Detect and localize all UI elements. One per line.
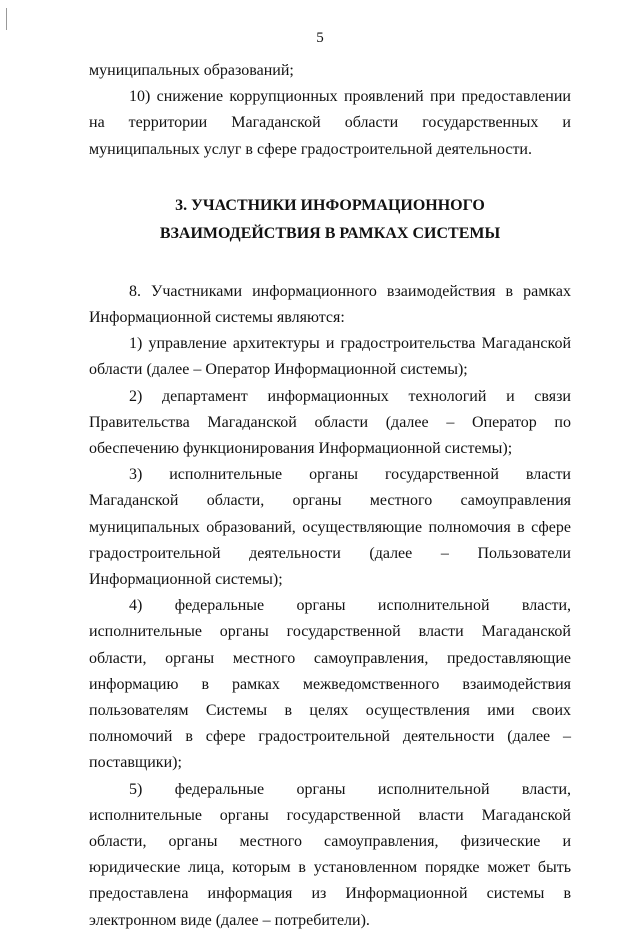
list-item-4: 4) федеральные органы исполнительной власти, исполнительные органы государственной власти Магаданской области, органы местного самоуправления, предоставляющие информацию в рамках межведомственного взаимодействия пользователям Системы в целях осуществления ими своих полномочий в сфере градостроительной деятельности (далее – поставщики); (89, 597, 571, 772)
section-heading-line2: ВЗАИМОДЕЙСТВИЯ В РАМКАХ СИСТЕМЫ (159, 224, 501, 242)
list-item-10: 10) снижение коррупционных проявлений при предоставлении на территории Магаданской области государственных и муниципальных услуг в сфере градостроительной деятельности. (89, 88, 571, 158)
document-body (89, 58, 571, 934)
list-item-3: 3) исполнительные органы государственной власти Магаданской области, органы местного самоуправления муниципальных образований, осуществляющие полномочия в сфере градостроительной деятельности (далее – Пользователи Информационной системы); (89, 466, 571, 589)
section-heading-line1: 3. УЧАСТНИКИ ИНФОРМАЦИОННОГО (175, 196, 485, 214)
list-item-1: 1) управление архитектуры и градостроительства Магаданской области (далее – Оператор Информационной системы); (89, 335, 571, 379)
section-heading (89, 192, 571, 248)
page-number: 5 (316, 30, 324, 46)
list-item-5: 5) федеральные органы исполнительной власти, исполнительные органы государственной власти Магаданской области, органы местного самоуправления, физические и юридические лица, которым в установленном порядке может быть предоставлена информация из Информационной системы в электронном виде (далее – потребители). (89, 780, 571, 929)
scan-edge-mark (6, 8, 7, 30)
paragraph-continuation: муниципальных образований; (89, 62, 294, 79)
list-item-2: 2) департамент информационных технологий и связи Правительства Магаданской области (далее – Оператор по обеспечению функционирования Информационной системы); (89, 387, 571, 458)
clause-8: 8. Участниками информационного взаимодействия в рамках Информационной системы являются: (89, 282, 571, 327)
